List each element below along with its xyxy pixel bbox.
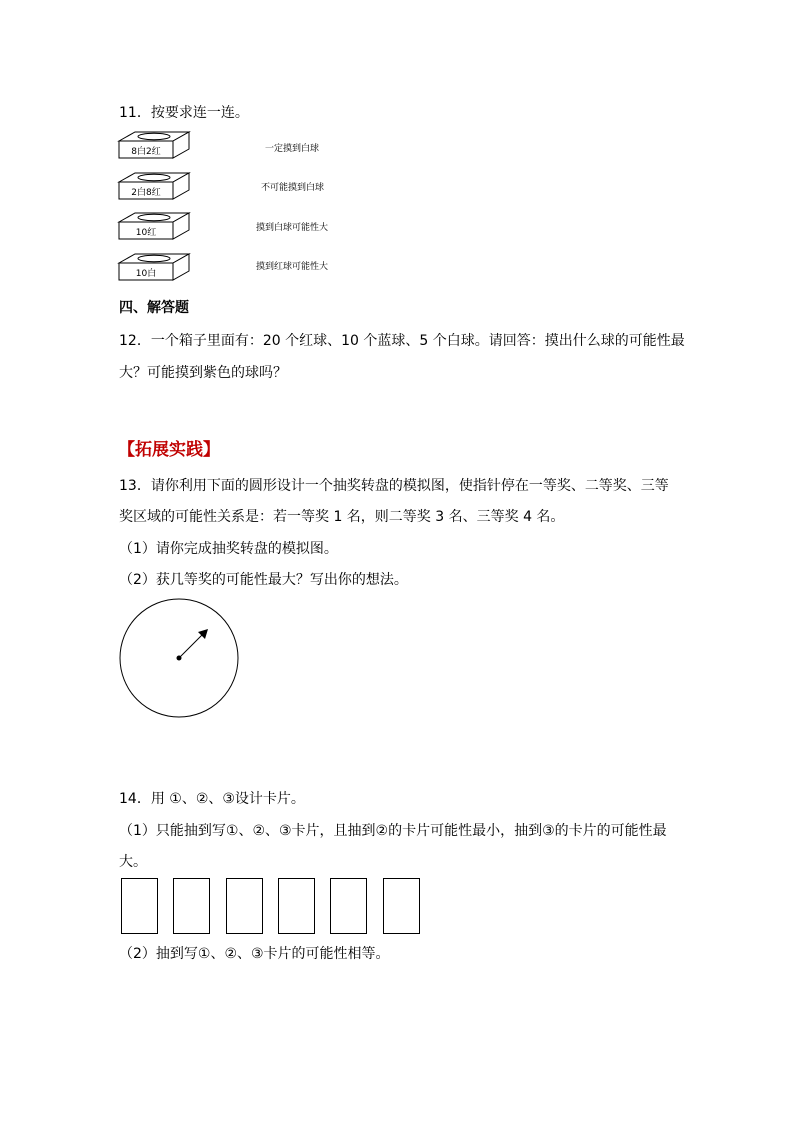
q13-line-1: 13．请你利用下面的圆形设计一个抽奖转盘的模拟图，使指针停在一等奖、二等奖、三等 <box>119 478 669 494</box>
q14-sub-2: （2）抽到写①、②、③卡片的可能性相等。 <box>119 946 390 962</box>
q13-sub-2: （2）获几等奖的可能性最大？写出你的想法。 <box>119 572 408 588</box>
q11-option-1: 一定摸到白球 <box>265 144 320 154</box>
q11-option-2: 不可能摸到白球 <box>261 183 325 193</box>
ball-box-2-label: 2白8红 <box>131 188 161 198</box>
q13-line-2: 奖区域的可能性关系是：若一等奖 1 名，则二等奖 3 名、三等奖 4 名。 <box>119 509 565 525</box>
q14-title: 14．用 ①、②、③设计卡片。 <box>119 791 305 807</box>
q12-line-2: 大？可能摸到紫色的球吗？ <box>119 365 287 381</box>
q12-line-1: 12．一个箱子里面有：20 个红球、10 个蓝球、5 个白球。请回答：摸出什么球的可能性最 <box>119 333 685 349</box>
q11-title: 11．按要求连一连。 <box>119 105 249 121</box>
blank-card-4 <box>278 878 315 934</box>
q14-sub-1-line-2: 大。 <box>119 854 147 870</box>
blank-card-3 <box>226 878 263 934</box>
blank-card-6 <box>383 878 420 934</box>
blank-card-1 <box>121 878 158 934</box>
section-4-heading: 四、解答题 <box>119 300 189 316</box>
q11-option-3: 摸到白球可能性大 <box>256 223 329 233</box>
ball-box-1-label: 8白2红 <box>131 147 161 157</box>
blank-card-2 <box>173 878 210 934</box>
ball-box-3-label: 10红 <box>135 228 157 238</box>
q13-sub-1: （1）请你完成抽奖转盘的模拟图。 <box>119 541 338 557</box>
extension-heading: 【拓展实践】 <box>118 440 220 460</box>
q14-sub-1-line-1: （1）只能抽到写①、②、③卡片，且抽到②的卡片可能性最小，抽到③的卡片的可能性最 <box>119 823 667 839</box>
spinner-circle <box>118 597 242 719</box>
ball-box-4-label: 10白 <box>135 269 157 279</box>
q11-option-4: 摸到红球可能性大 <box>256 262 329 272</box>
blank-card-5 <box>330 878 367 934</box>
